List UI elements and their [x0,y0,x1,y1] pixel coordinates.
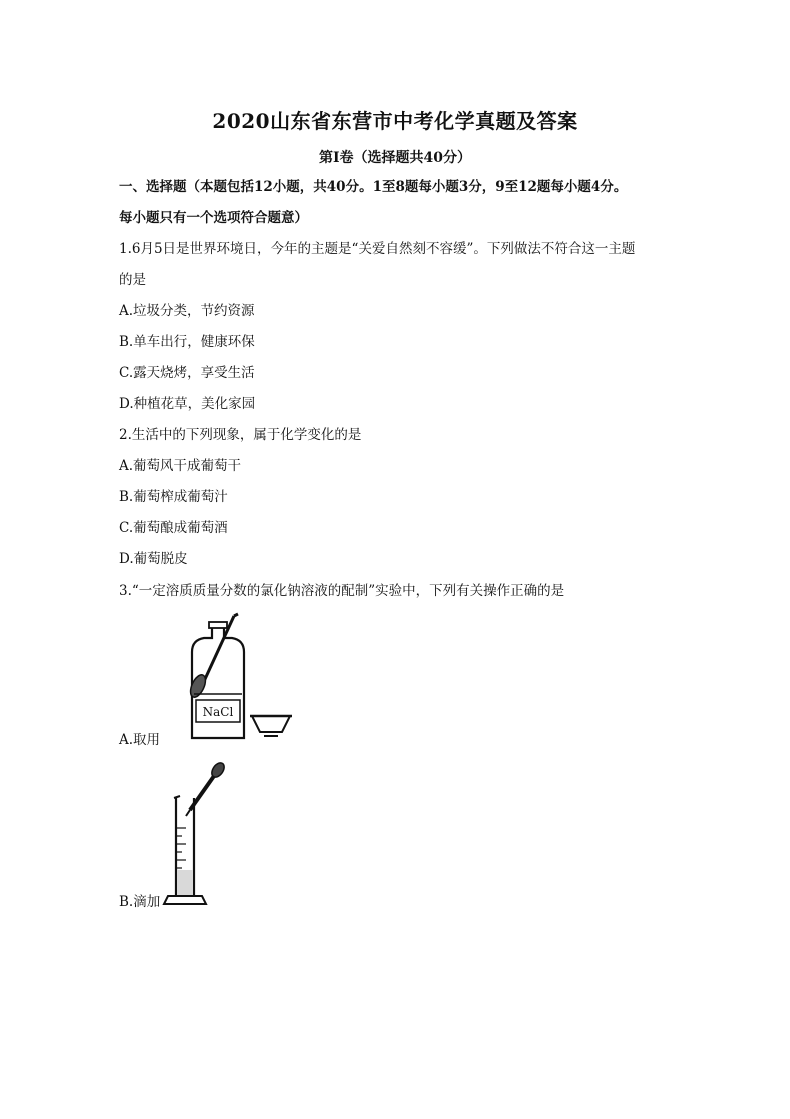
cylinder-base [164,896,206,904]
bottle-rim [209,622,227,628]
question-2-stem: 2.生活中的下列现象，属于化学变化的是 [119,427,362,443]
question-1-stem-line1: 1.6月5日是世界环境日，今年的主题是“关爱自然刻不容缓”。下列做法不符合这一主题 [119,241,636,257]
reagent-bottle-illustration [172,612,300,742]
dish [252,716,290,732]
figure-nacl-bottle [172,612,300,742]
spatula-tip [234,614,238,616]
question-2-option-d: D.葡萄脱皮 [119,551,188,567]
question-1-stem-line2: 的是 [119,272,146,288]
question-1-option-c: C.露天烧烤，享受生活 [119,365,255,381]
question-3-option-b: B.滴加 [119,894,161,910]
section-header-line1: 一、选择题（本题包括12小题，共40分。1至8题每小题3分，9至12题每小题4分。 [119,179,628,195]
question-1-option-d: D.种植花草，美化家园 [119,396,256,412]
figure-graduated-cylinder [160,758,240,908]
document-subtitle: 第Ⅰ卷（选择题共40分） [318,150,472,166]
question-2-option-b: B.葡萄榨成葡萄汁 [119,489,228,505]
question-3-stem: 3.“一定溶质质量分数的氯化钠溶液的配制”实验中，下列有关操作正确的是 [119,583,565,599]
question-3-option-a: A.取用 [119,732,161,748]
question-2-option-a: A.葡萄风干成葡萄干 [119,458,242,474]
question-1-option-b: B.单车出行，健康环保 [119,334,255,350]
cylinder-dropper-illustration [160,758,240,908]
section-header-line2: 每小题只有一个选项符合题意） [119,210,308,226]
document-title: 2020山东省东营市中考化学真题及答案 [212,109,578,133]
nacl-label-text: NaCl [202,705,234,719]
question-2-option-c: C.葡萄酿成葡萄酒 [119,520,228,536]
cylinder-liquid [177,870,193,896]
question-1-option-a: A.垃圾分类，节约资源 [119,303,255,319]
